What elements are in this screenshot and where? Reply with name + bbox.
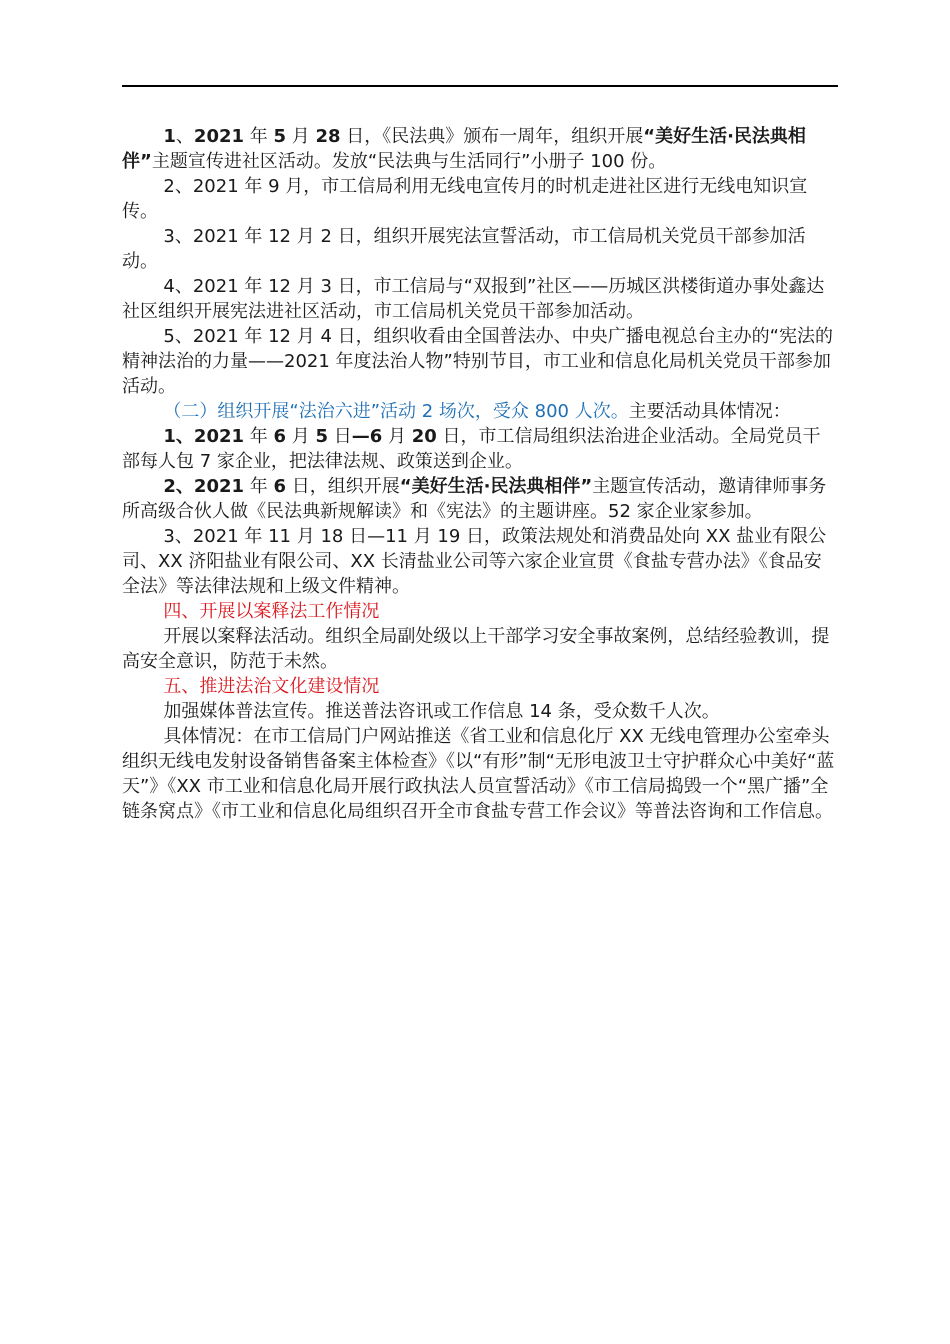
text-run: 主题宣传活动，邀请律师事务所高级合伙人做《民法典新规解读》和《宪法》的主题讲座。52 家企业家参加。	[122, 476, 827, 522]
text-run: 年	[244, 476, 274, 497]
text-run: 2021	[193, 126, 245, 147]
header-rule	[122, 85, 838, 87]
paragraph-3: 3、2021 年 12 月 2 日，组织开展宪法宣誓活动，市工信局机关党员干部参加活动。	[122, 226, 806, 272]
text-run: 日，市工信局组织法治进企业活动。全局党员干部每人包 7 家企业，把法律法规、政策送到企业。	[122, 426, 821, 472]
paragraph-6	[122, 399, 838, 424]
text-run: 20	[411, 426, 437, 447]
item-number: 1	[163, 126, 176, 147]
section-heading-5: 五、推进法治文化建设情况	[163, 676, 380, 697]
text-run: 6	[273, 426, 286, 447]
text-run: 、	[175, 126, 194, 147]
text-run: 主要活动具体情况：	[628, 401, 791, 422]
text-run: 28	[315, 126, 341, 147]
text-run: 6	[273, 476, 286, 497]
section-heading-4: 四、开展以案释法工作情况	[163, 601, 380, 622]
paragraph-5: 5、2021 年 12 月 4 日，组织收看由全国普法办、中央广播电视总台主办的“宪法的精神法治的力量——2021 年度法治人物”特别节目，市工业和信息化局机关党员干部参加活动。	[122, 326, 833, 397]
paragraph-12: 具体情况：在市工信局门户网站推送《省工业和信息化厅 XX 无线电管理办公室牵头组织无线电发射设备销售备案主体检查》《以“有形”制“无形电波卫士守护群众心中美好“蓝天”》《XX 市工业和信息化局开展行政执法人员宣誓活动》《市工信局捣毁一个“黑广播”全链条窝点》《市工业和信息化局组织召开全市食盐专营工作会议》等普法咨询和工作信息。	[122, 726, 835, 822]
paragraph-11: 加强媒体普法宣传。推送普法咨讯或工作信息 14 条，受众数千人次。	[163, 701, 720, 722]
text-run: “美好生活·民法典相伴”	[122, 126, 806, 172]
paragraph-4: 4、2021 年 12 月 3 日，市工信局与“双报到”社区——历城区洪楼街道办事处鑫达社区组织开展宪法进社区活动，市工信局机关党员干部参加活动。	[122, 276, 825, 322]
text-run: —6	[351, 426, 383, 447]
document-body	[122, 124, 838, 824]
text-run: 月	[382, 426, 412, 447]
subsection-heading: （二）组织开展“法治六进”活动 2 场次，受众 800 人次。	[163, 401, 629, 422]
paragraph-2: 2、2021 年 9 月，市工信局利用无线电宣传月的时机走进社区进行无线电知识宣传。	[122, 176, 808, 222]
text-run: 5	[273, 126, 287, 147]
text-run: 年	[244, 426, 274, 447]
text-run: “美好生活·民法典相伴”	[399, 476, 593, 497]
text-run: 5	[315, 426, 328, 447]
text-run: 月	[286, 426, 316, 447]
text-run: 月	[286, 126, 316, 147]
text-run: 日，《民法典》颁布一周年，组织开展	[340, 126, 644, 147]
paragraph-1	[122, 124, 838, 174]
paragraph-10: 开展以案释法活动。组织全局副处级以上干部学习安全事故案例，总结经验教训，提高安全意识，防范于未然。	[122, 626, 830, 672]
text-run: 1、2021	[163, 426, 245, 447]
text-run: 日	[327, 426, 352, 447]
paragraph-8	[122, 474, 838, 524]
text-run: 2、2021	[163, 476, 245, 497]
paragraph-9: 3、2021 年 11 月 18 日—11 月 19 日，政策法规处和消费品处向 XX 盐业有限公司、XX 济阳盐业有限公司、XX 长清盐业公司等六家企业宣贯《食盐专营办法》《食品安全法》等法律法规和上级文件精神。	[122, 526, 827, 597]
text-run: 日，组织开展	[286, 476, 400, 497]
paragraph-7	[122, 424, 838, 474]
text-run: 主题宣传进社区活动。发放“民法典与生活同行”小册子 100 份。	[151, 151, 667, 172]
text-run: 年	[244, 126, 274, 147]
